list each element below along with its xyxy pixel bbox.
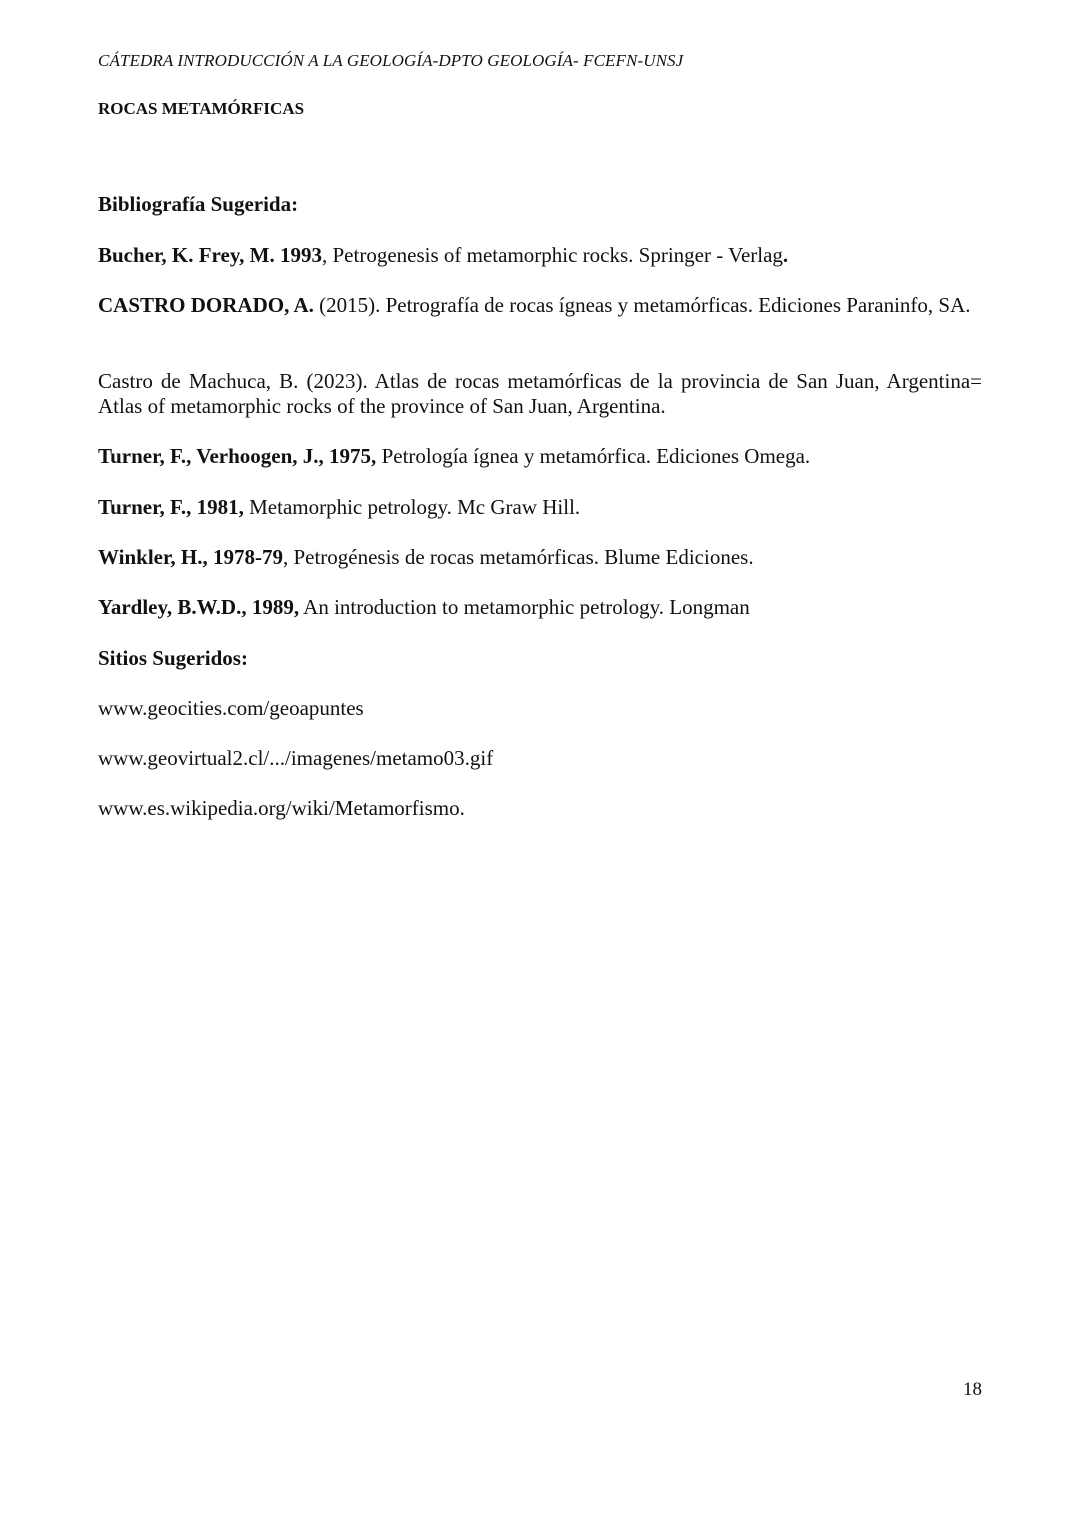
bibliography-heading: Bibliografía Sugerida:	[98, 192, 299, 216]
site-link: www.geocities.com/geoapuntes	[98, 696, 364, 720]
reference-authors: Turner, F., Verhoogen, J., 1975,	[98, 444, 377, 468]
reference-item	[98, 293, 982, 318]
reference-trailing: .	[782, 243, 789, 267]
reference-item	[98, 369, 982, 419]
reference-authors: Bucher, K. Frey, M. 1993	[98, 243, 322, 267]
reference-authors: CASTRO DORADO, A.	[98, 293, 314, 317]
reference-text: Castro de Machuca, B. (2023). Atlas de rocas metamórficas de la provincia de San Juan, Argentina= Atlas of metamorphic rocks of the province of San Juan, Argentina.	[98, 369, 982, 418]
reference-text: , Petrogenesis of metamorphic rocks. Springer - Verlag	[322, 243, 783, 267]
section-title: ROCAS METAMÓRFICAS	[98, 99, 305, 118]
reference-text: An introduction to metamorphic petrology. Longman	[299, 595, 750, 619]
reference-item	[98, 545, 982, 570]
site-link: www.es.wikipedia.org/wiki/Metamorfismo.	[98, 796, 465, 820]
reference-text: Metamorphic petrology. Mc Graw Hill.	[243, 495, 581, 519]
running-header: CÁTEDRA INTRODUCCIÓN A LA GEOLOGÍA-DPTO GEOLOGÍA- FCEFN-UNSJ	[98, 51, 684, 70]
sites-heading: Sitios Sugeridos:	[98, 646, 248, 670]
reference-authors: Winkler, H., 1978-79	[98, 545, 283, 569]
reference-text: (2015). Petrografía de rocas ígneas y metamórficas. Ediciones Paraninfo, SA.	[313, 293, 971, 317]
reference-text: Petrología ígnea y metamórfica. Ediciones Omega.	[376, 444, 811, 468]
reference-authors: Turner, F., 1981,	[98, 495, 244, 519]
reference-text: , Petrogénesis de rocas metamórficas. Blume Ediciones.	[282, 545, 754, 569]
reference-item	[98, 243, 982, 268]
page-number: 18	[963, 1379, 982, 1400]
reference-item	[98, 444, 982, 469]
reference-item	[98, 495, 982, 520]
site-link: www.geovirtual2.cl/.../imagenes/metamo03.gif	[98, 746, 494, 770]
reference-item	[98, 595, 982, 620]
reference-authors: Yardley, B.W.D., 1989,	[98, 595, 300, 619]
